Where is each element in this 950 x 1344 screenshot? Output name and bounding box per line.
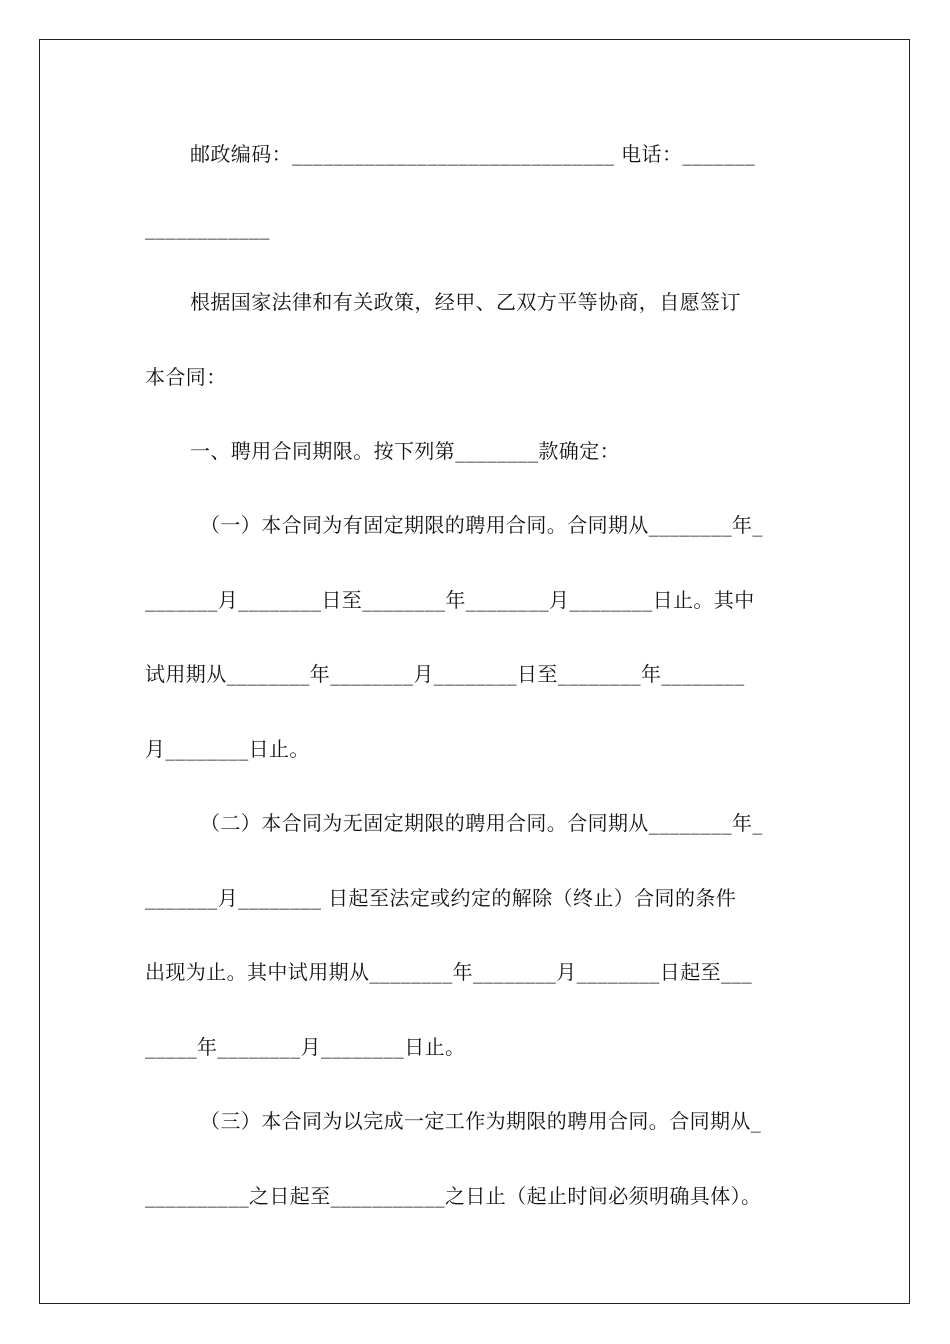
preamble-line-2: 本合同： (145, 365, 227, 389)
clause-2-line-1: （二）本合同为无固定期限的聘用合同。合同期从________年_ (200, 811, 763, 835)
clause-1-line-1: （一）本合同为有固定期限的聘用合同。合同期从________年_ (200, 513, 763, 537)
phone-continuation-line: ____________ (145, 216, 270, 240)
clause-3-line-1: （三）本合同为以完成一定工作为期限的聘用合同。合同期从_ (200, 1109, 762, 1133)
clause-1-line-3: 试用期从________年________月________日至________年________ (145, 662, 745, 686)
clause-2-line-2: _______月________ 日起至法定或约定的解除（终止）合同的条件 (145, 886, 737, 910)
postal-code-phone-line: 邮政编码：_______________________________ 电话：_______ (190, 142, 756, 166)
clause-1-line-4: 月________日止。 (145, 737, 310, 761)
clause-2-line-4: _____年________月________日止。 (145, 1035, 466, 1059)
preamble-line-1: 根据国家法律和有关政策，经甲、乙双方平等协商，自愿签订 (190, 290, 741, 314)
clause-3-line-2: __________之日起至___________之日止（起止时间必须明确具体）。 (145, 1184, 762, 1208)
clause-2-line-3: 出现为止。其中试用期从________年________月________日起至___ (145, 960, 753, 984)
clause-1-line-2: _______月________日至________年________月________日止。其中 (145, 588, 755, 612)
section-1-heading: 一、聘用合同期限。按下列第________款确定： (190, 439, 620, 463)
